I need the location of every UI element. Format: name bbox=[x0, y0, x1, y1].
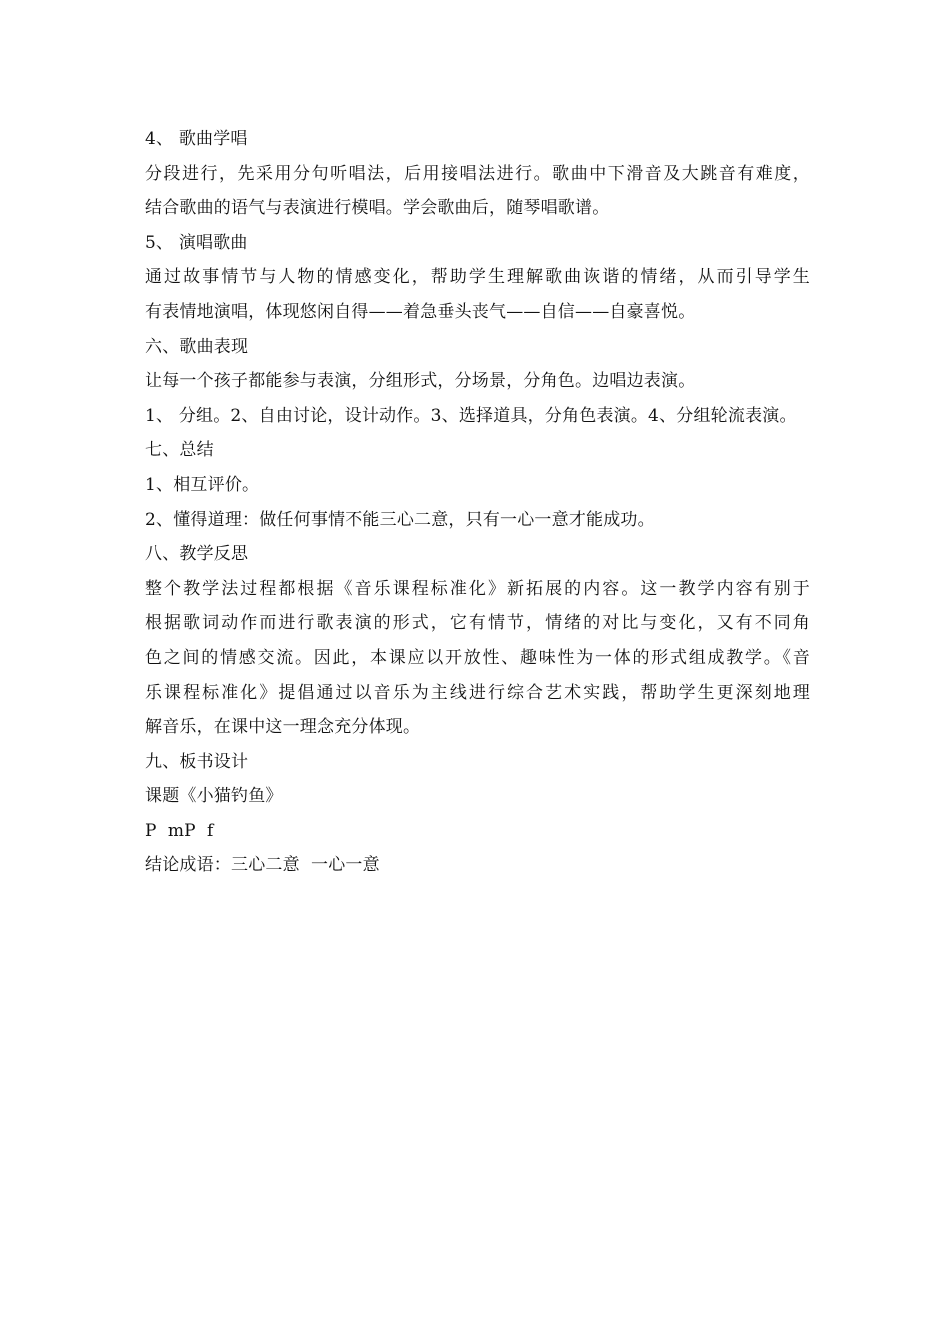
paragraph-line: 乐课程标准化》提倡通过以音乐为主线进行综合艺术实践，帮助学生更深刻地理 bbox=[145, 682, 810, 703]
paragraph-line: 结合歌曲的语气与表演进行模唱。学会歌曲后，随琴唱歌谱。 bbox=[145, 198, 610, 219]
board-conclusion: 结论成语：三心二意 一心一意 bbox=[145, 855, 380, 876]
board-topic: 课题《小猫钓鱼》 bbox=[145, 786, 283, 807]
heading-song-learning: 4、 歌曲学唱 bbox=[145, 129, 248, 149]
paragraph-line: 分段进行，先采用分句听唱法，后用接唱法进行。歌曲中下滑音及大跳音有难度， bbox=[145, 163, 810, 184]
paragraph-line: 通过故事情节与人物的情感变化，帮助学生理解歌曲诙谐的情绪，从而引导学生 bbox=[145, 267, 810, 288]
paragraph-line: 1、 分组。2、自由讨论，设计动作。3、选择道具，分角色表演。4、分组轮流表演。 bbox=[145, 405, 797, 426]
paragraph-line: 色之间的情感交流。因此，本课应以开放性、趣味性为一体的形式组成教学。《音 bbox=[145, 647, 810, 668]
paragraph-line: 让每一个孩子都能参与表演，分组形式，分场景，分角色。边唱边表演。 bbox=[145, 371, 696, 392]
paragraph-line: 整个教学法过程都根据《音乐课程标准化》新拓展的内容。这一教学内容有别于 bbox=[145, 578, 810, 599]
heading-song-performance: 六、歌曲表现 bbox=[145, 336, 249, 357]
paragraph-line: 有表情地演唱，体现悠闲自得——着急垂头丧气——自信——自豪喜悦。 bbox=[145, 301, 696, 322]
heading-teaching-reflection: 八、教学反思 bbox=[145, 544, 249, 565]
heading-board-design: 九、板书设计 bbox=[145, 751, 249, 772]
list-item: 1、相互评价。 bbox=[145, 474, 260, 495]
heading-sing-song: 5、 演唱歌曲 bbox=[145, 232, 248, 253]
heading-summary: 七、总结 bbox=[145, 440, 214, 461]
paragraph-line: 根据歌词动作而进行歌表演的形式，它有情节，情绪的对比与变化，又有不同角 bbox=[145, 613, 810, 634]
paragraph-line: 解音乐，在课中这一理念充分体现。 bbox=[145, 717, 421, 738]
list-item: 2、懂得道理：做任何事情不能三心二意，只有一心一意才能成功。 bbox=[145, 509, 655, 530]
document-page bbox=[145, 122, 810, 883]
board-dynamics: P mP f bbox=[145, 820, 214, 841]
